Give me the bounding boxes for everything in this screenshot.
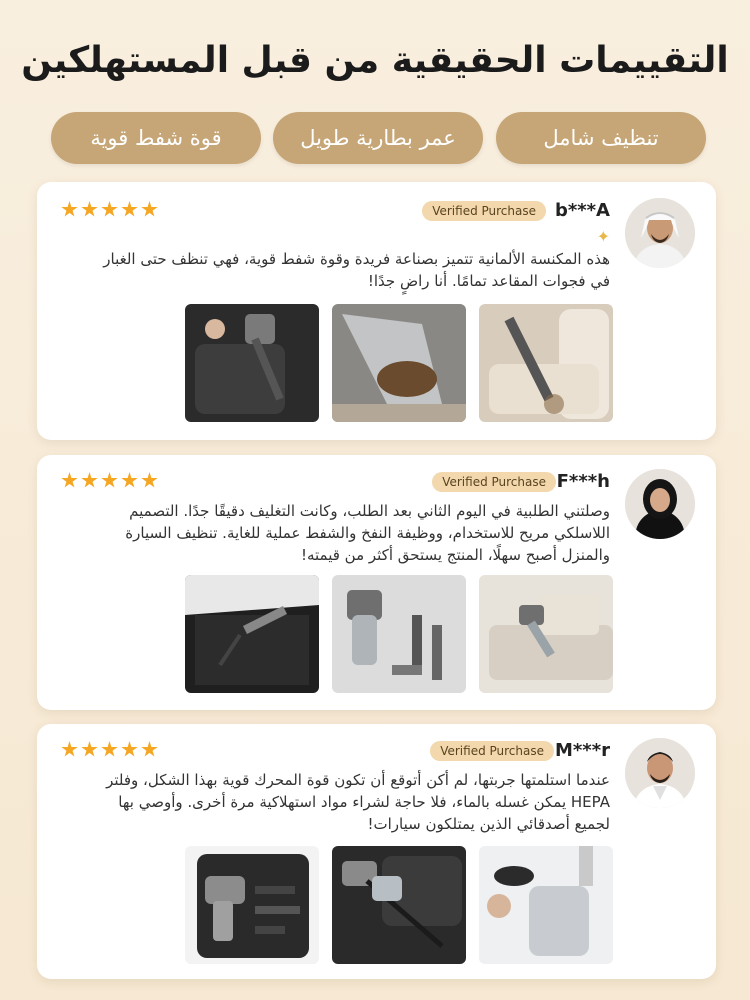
reviewer-name: M***r	[554, 740, 610, 761]
star-icon	[61, 201, 78, 218]
reviewer-name: b***A	[554, 200, 610, 221]
review-card	[37, 182, 716, 440]
star-icon	[81, 472, 98, 489]
rating-stars	[61, 472, 158, 489]
review-text: هذه المكنسة الألمانية تتميز بصناعة فريدة وقوة شفط قوية، فهي تنظف حتى الغبار في فجوات المقاعد تمامًا. أنا راضٍ جدًا!	[103, 250, 610, 290]
review-photos	[185, 846, 613, 964]
review-photo[interactable]	[332, 846, 466, 964]
star-icon	[121, 472, 138, 489]
man-avatar-icon	[625, 738, 695, 808]
star-icon	[61, 741, 78, 758]
review-photo[interactable]	[185, 304, 319, 422]
sparkle-icon: ✦	[596, 227, 610, 246]
star-icon	[61, 472, 78, 489]
rating-stars	[61, 201, 158, 218]
review-photo[interactable]	[332, 575, 466, 693]
star-icon	[121, 741, 138, 758]
woman-avatar-icon	[625, 469, 695, 539]
review-card	[37, 724, 716, 979]
verified-badge: Verified Purchase	[430, 741, 554, 761]
review-photo[interactable]	[185, 575, 319, 693]
review-photos	[185, 304, 613, 422]
star-icon	[141, 741, 158, 758]
verified-badge: Verified Purchase	[422, 201, 546, 221]
star-icon	[121, 201, 138, 218]
tag-strong-suction[interactable]: قوة شفط قوية	[51, 112, 261, 164]
star-icon	[141, 472, 158, 489]
review-photo[interactable]	[479, 304, 613, 422]
review-photos	[185, 575, 613, 693]
tag-long-battery[interactable]: عمر بطارية طويل	[273, 112, 483, 164]
man-avatar-icon	[625, 198, 695, 268]
review-text: وصلتني الطلبية في اليوم الثاني بعد الطلب، وكانت التغليف دقيقًا جدًا. التصميم اللاسلكي مريح للاستخدام، ووظيفة النفخ والشفط عملية للغاية. تنظيف السيارة والمنزل أصبح سهلًا، المنتج يستحق أكثر من قيمته!	[125, 502, 610, 564]
feature-tags	[0, 112, 750, 164]
review-photo[interactable]	[332, 304, 466, 422]
tag-thorough-cleaning[interactable]: تنظيف شامل	[496, 112, 706, 164]
review-photo[interactable]	[479, 575, 613, 693]
star-icon	[81, 741, 98, 758]
star-icon	[101, 201, 118, 218]
review-photo[interactable]	[479, 846, 613, 964]
review-card	[37, 455, 716, 710]
page-title: التقييمات الحقيقية من قبل المستهلكين	[21, 40, 729, 81]
star-icon	[101, 472, 118, 489]
reviewer-name: F***h	[556, 471, 610, 492]
star-icon	[81, 201, 98, 218]
review-photo[interactable]	[185, 846, 319, 964]
star-icon	[141, 201, 158, 218]
verified-badge: Verified Purchase	[432, 472, 556, 492]
review-text: عندما استلمتها جربتها، لم أكن أتوقع أن تكون قوة المحرك قوية بهذا الشكل، وفلتر HEPA يمكن غسله بالماء، فلا حاجة لشراء مواد استهلاكية مرة أخرى. وأوصي بها لجميع أصدقائي الذين يمتلكون سيارات!	[106, 771, 610, 833]
star-icon	[101, 741, 118, 758]
rating-stars	[61, 741, 158, 758]
